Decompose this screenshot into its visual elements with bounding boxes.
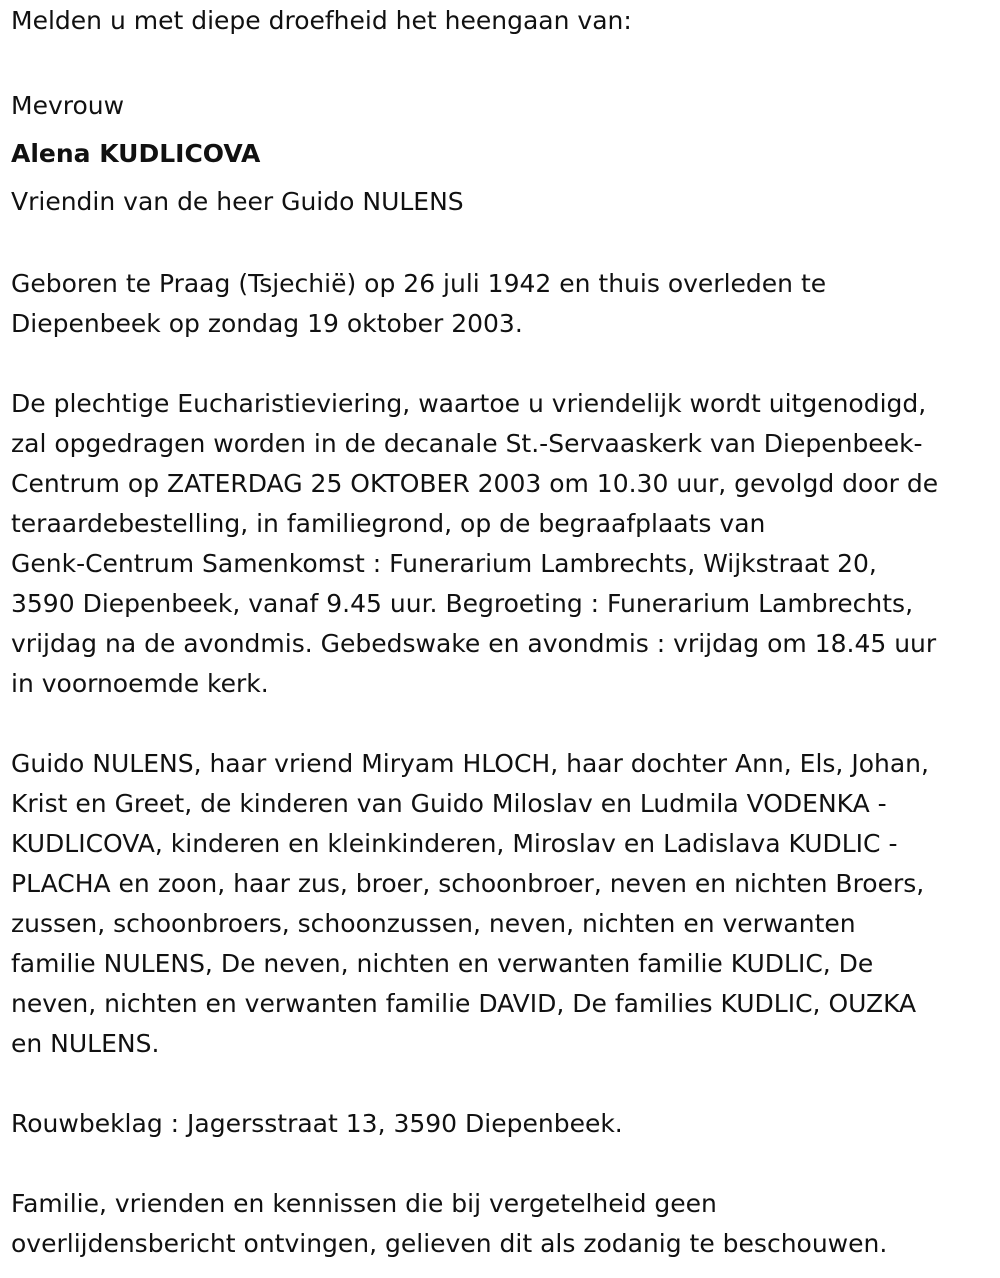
- honorific-title: Mevrouw: [11, 91, 125, 120]
- paragraph-line: KUDLICOVA, kinderen en kleinkinderen, Miroslav en Ladislava KUDLIC -: [11, 829, 898, 858]
- paragraph-line: Guido NULENS, haar vriend Miryam HLOCH, haar dochter Ann, Els, Johan,: [11, 749, 929, 778]
- paragraph-line: Diepenbeek op zondag 19 oktober 2003.: [11, 309, 523, 338]
- paragraph-line: familie NULENS, De neven, nichten en verwanten familie KUDLIC, De: [11, 949, 874, 978]
- paragraph-line: zussen, schoonbroers, schoonzussen, neven, nichten en verwanten: [11, 909, 856, 938]
- paragraph-line: PLACHA en zoon, haar zus, broer, schoonbroer, neven en nichten Broers,: [11, 869, 925, 898]
- paragraph-line: De plechtige Eucharistieviering, waartoe u vriendelijk wordt uitgenodigd,: [11, 389, 927, 418]
- relation-line: Vriendin van de heer Guido NULENS: [11, 187, 464, 216]
- paragraph-line: 3590 Diepenbeek, vanaf 9.45 uur. Begroeting : Funerarium Lambrechts,: [11, 589, 914, 618]
- paragraph-line: Geboren te Praag (Tsjechië) op 26 juli 1942 en thuis overleden te: [11, 269, 827, 298]
- intro-line: Melden u met diepe droefheid het heengaan van:: [11, 6, 632, 35]
- paragraph-line: neven, nichten en verwanten familie DAVID, De families KUDLIC, OUZKA: [11, 989, 917, 1018]
- paragraph-line: overlijdensbericht ontvingen, gelieven dit als zodanig te beschouwen.: [11, 1229, 888, 1258]
- condolences-line: Rouwbeklag : Jagersstraat 13, 3590 Diepenbeek.: [11, 1109, 623, 1138]
- paragraph-line: in voornoemde kerk.: [11, 669, 269, 698]
- paragraph-line: Krist en Greet, de kinderen van Guido Miloslav en Ludmila VODENKA -: [11, 789, 887, 818]
- birth-death-paragraph: [11, 264, 991, 344]
- paragraph-line: en NULENS.: [11, 1029, 160, 1058]
- paragraph-line: Familie, vrienden en kennissen die bij vergetelheid geen: [11, 1189, 717, 1218]
- paragraph-line: teraardebestelling, in familiegrond, op de begraafplaats van: [11, 509, 766, 538]
- obituary-document: [11, 0, 991, 1264]
- family-paragraph: [11, 744, 991, 1064]
- paragraph-line: zal opgedragen worden in de decanale St.-Servaaskerk van Diepenbeek-: [11, 429, 923, 458]
- deceased-name: Alena KUDLICOVA: [11, 139, 261, 168]
- ceremony-paragraph: [11, 384, 991, 704]
- closing-paragraph: [11, 1184, 991, 1264]
- paragraph-line: vrijdag na de avondmis. Gebedswake en avondmis : vrijdag om 18.45 uur: [11, 629, 937, 658]
- paragraph-line: Centrum op ZATERDAG 25 OKTOBER 2003 om 10.30 uur, gevolgd door de: [11, 469, 939, 498]
- paragraph-line: Genk-Centrum Samenkomst : Funerarium Lambrechts, Wijkstraat 20,: [11, 549, 877, 578]
